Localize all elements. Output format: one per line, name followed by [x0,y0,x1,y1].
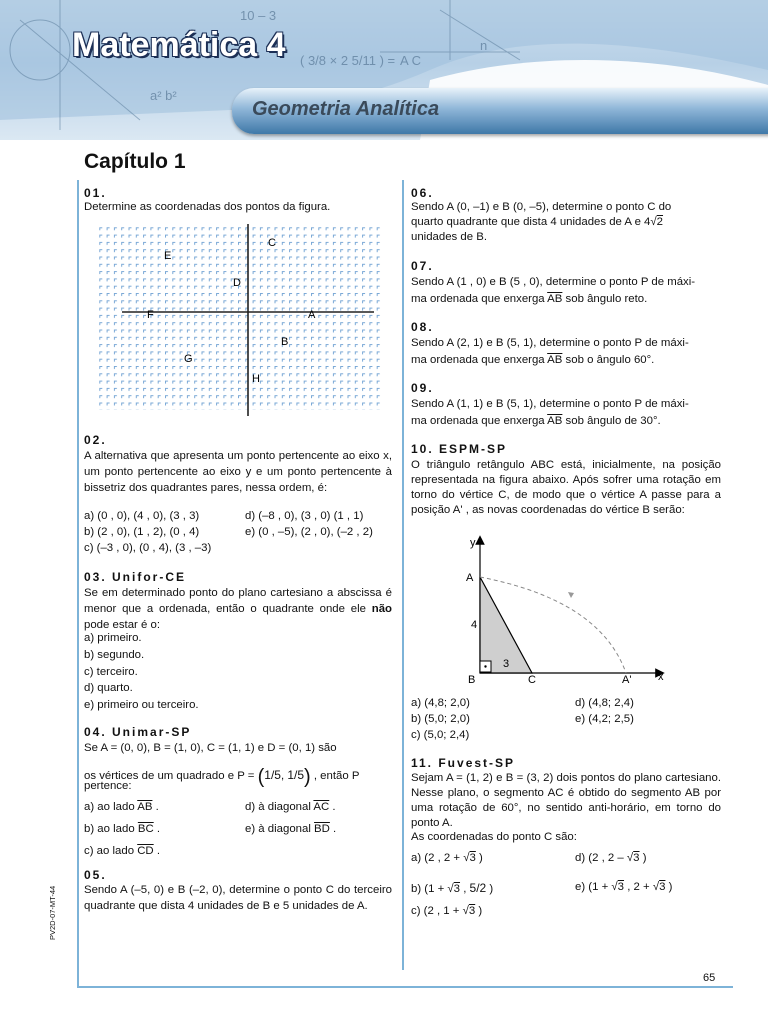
q04-option-d: d) à diagonal $\overline{AC}$ . [245,801,336,813]
label-A: A [466,572,474,584]
arc-arrow [568,592,574,598]
q09-line1: Sendo A (1, 1) e B (5, 1), determine o ponto P de máxi- [411,398,689,410]
q04-text-line3: pertence: [84,780,132,792]
q04-option-a: a) ao lado $\overline{AB}$ . [84,801,159,813]
q10-text: O triângulo retângulo ABC está, inicialmente, na posição representada na figura abaixo. Após sofrer uma rotação em torno do vértice C, de modo que o vértice A passe para a posição A' , as novas coordenadas do vértice B serão: [411,459,721,516]
point-F: F [147,309,154,321]
q11-option-e: e) (1 + √3 , 2 + √3 ) [575,881,673,893]
point-G: G [184,353,193,365]
q06-line2: quarto quadrante que dista 4 unidades de A e 4√2 [411,216,664,228]
q01-grid-figure [92,220,392,416]
q03-option-d: d) quarto. [84,682,133,694]
q02-option-d: d) (–8 , 0), (3 , 0) (1 , 1) [245,510,364,522]
q11-option-b: b) (1 + √3 , 5/2 ) [411,881,494,895]
q03-option-c: c) terceiro. [84,666,138,678]
q03-option-a: a) primeiro. [84,632,142,644]
q02-option-c: c) (–3 , 0), (0 , 4), (3 , –3) [84,542,212,554]
label-C: C [528,674,536,686]
q11-text2: As coordenadas do ponto C são: [411,831,577,843]
q10-option-d: d) (4,8; 2,4) [575,697,634,709]
q09-number: 09. [411,381,434,395]
label-x: x [658,671,664,683]
q08-number: 08. [411,320,434,334]
q09-line2: ma ordenada que enxerga $\overline{AB}$ sob ângulo de 30°. [411,415,661,427]
q06-number: 06. [411,186,434,200]
q04-text-line1: Se A = (0, 0), B = (1, 0), C = (1, 1) e D = (0, 1) são [84,742,337,754]
q01-number: 01. [84,186,107,200]
q06-line3: unidades de B. [411,231,487,243]
q10-option-c: c) (5,0; 2,4) [411,729,470,741]
label-A-prime: A' [622,674,632,686]
q02-option-b: b) (2 , 0), (1 , 2), (0 , 4) [84,526,200,538]
q10-option-a: a) (4,8; 2,0) [411,697,470,709]
left-rule [77,180,79,988]
q02-option-a: a) (0 , 0), (4 , 0), (3 , 3) [84,510,200,522]
point-E: E [164,250,172,262]
q07-number: 07. [411,259,434,273]
svg-text:n: n [480,38,488,53]
q04-option-b: b) ao lado $\overline{BC}$ . [84,823,161,835]
point-D: D [233,277,241,289]
grid-background [98,224,382,410]
svg-text:10 – 3: 10 – 3 [240,8,277,23]
q08-line2: ma ordenada que enxerga $\overline{AB}$ sob o ângulo 60°. [411,354,655,366]
q10-number: 10. ESPM-SP [411,442,508,456]
q06-line1: Sendo A (0, –1) e B (0, –5), determine o ponto C do [411,201,672,213]
label-three: 3 [503,658,510,670]
page-header [0,0,768,140]
svg-text:A C: A C [400,53,421,68]
point-H: H [252,373,260,385]
q02-text: A alternativa que apresenta um ponto pertencente ao eixo x, um ponto pertencente ao eixo y e um ponto pertencente à bissetriz dos quadrantes pares, nessa ordem, é: [84,450,392,494]
q02-number: 02. [84,433,107,447]
q05-number: 05. [84,868,107,882]
label-B: B [468,674,476,686]
side-code: PV2D-07-MT-44 [48,885,57,940]
chapter-title: Capítulo 1 [84,150,186,173]
q03-option-e: e) primeiro ou terceiro. [84,699,199,711]
q02-option-e: e) (0 , –5), (2 , 0), (–2 , 2) [245,526,373,538]
q04-option-e: e) à diagonal $\overline{BD}$ . [245,823,337,835]
q10-option-b: b) (5,0; 2,0) [411,713,470,725]
q07-line2: ma ordenada que enxerga $\overline{AB}$ sob ângulo reto. [411,293,648,305]
q11-option-d: d) (2 , 2 – √3 ) [575,852,647,864]
q03-text: Se em determinado ponto do plano cartesiano a abscissa é menor que a ordenada, então o quadrante onde ele não pode estar é o: [84,587,392,631]
point-C: C [268,237,276,249]
q05-text: Sendo A (–5, 0) e B (–2, 0), determine o ponto C do terceiro quadrante que dista 4 unidades de B e 5 unidades de A. [84,884,392,912]
point-B: B [281,336,289,348]
q04-option-c: c) ao lado $\overline{CD}$ . [84,845,160,857]
q11-number: 11. Fuvest-SP [411,756,516,770]
q07-line1: Sendo A (1 , 0) e B (5 , 0), determine o ponto P de máxi- [411,276,696,288]
center-rule [402,180,404,970]
section-title: Geometria Analítica [252,98,440,120]
label-four: 4 [471,619,478,631]
q10-option-e: e) (4,2; 2,5) [575,713,634,725]
q04-text-line2: os vértices de um quadrado e P = (1/5, 1/5) , então P [84,766,360,788]
bottom-rule [77,986,733,988]
svg-text:a² b²: a² b² [150,88,177,103]
q03-option-b: b) segundo. [84,649,145,661]
book-title: Matemática 4 [72,26,286,64]
q10-triangle-figure [440,530,680,690]
q11-option-c: c) (2 , 1 + √3 ) [411,905,483,917]
point-A: A [308,309,316,321]
svg-text:( 3/8 × 2 5/11 ) =: ( 3/8 × 2 5/11 ) = [300,53,396,68]
q11-text: Sejam A = (1, 2) e B = (3, 2) dois pontos do plano cartesiano. Nesse plano, o segmento AC é obtido do segmento AB por uma rotação de 60°, no sentido anti-horário, em torno do ponto A. [411,772,721,829]
q03-number: 03. Unifor-CE [84,570,187,584]
q08-line1: Sendo A (2, 1) e B (5, 1), determine o ponto P de máxi- [411,337,689,349]
label-y: y [470,537,476,549]
q01-text: Determine as coordenadas dos pontos da figura. [84,201,331,213]
page-number: 65 [703,972,716,984]
q04-number: 04. Unimar-SP [84,725,192,739]
q11-option-a: a) (2 , 2 + √3 ) [411,852,483,864]
